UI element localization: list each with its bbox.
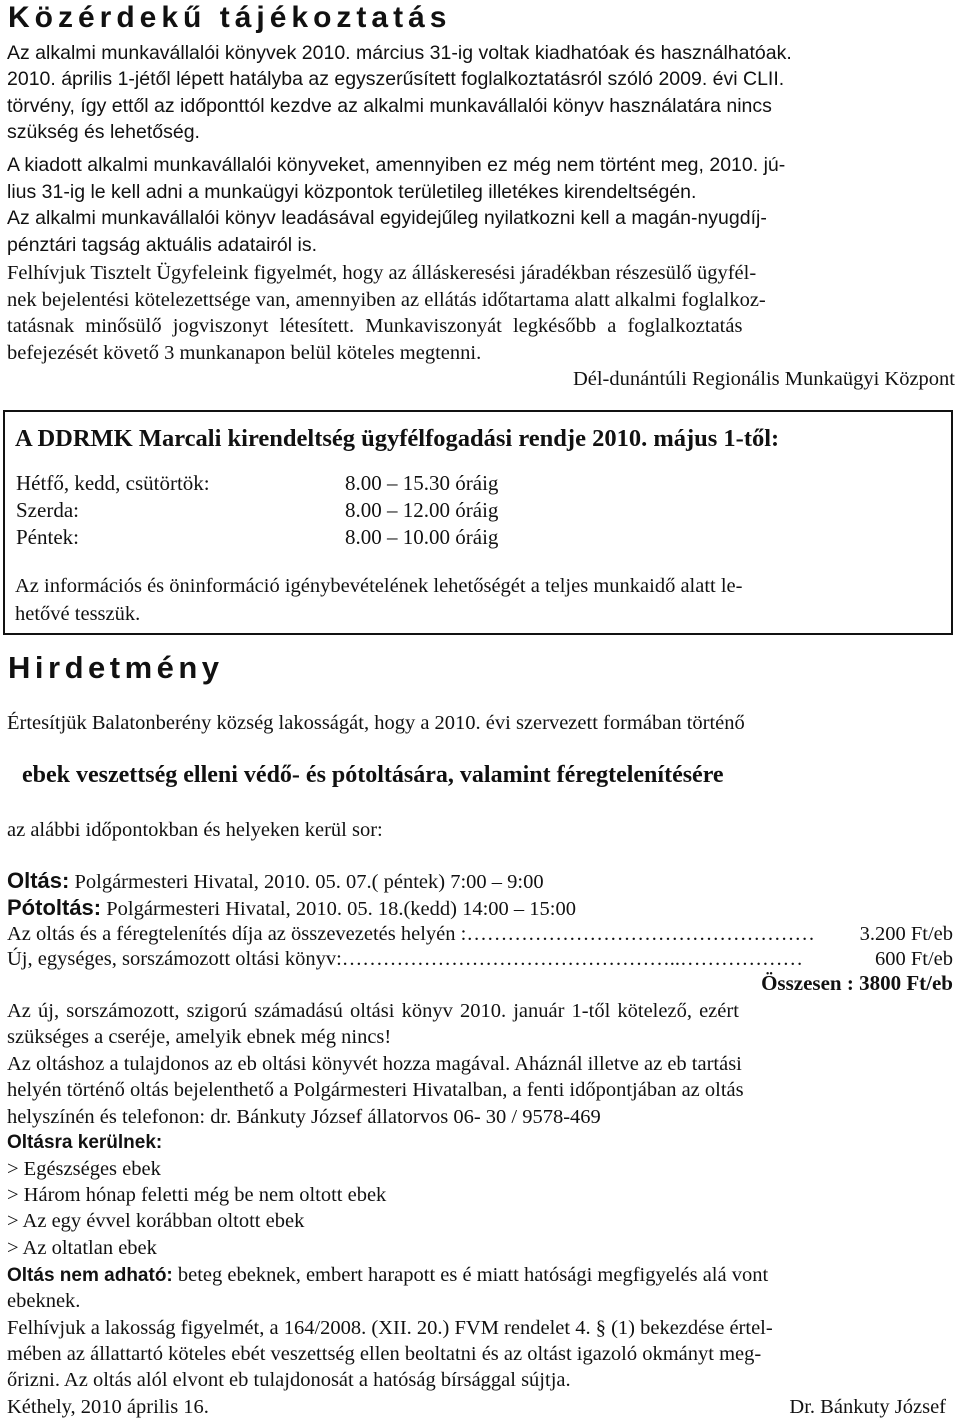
- booklet-note-line2: szükséges a cseréje, amelyik ebnek még nincs!: [7, 1026, 392, 1048]
- fee-total: Összesen : 3800 Ft/eb: [761, 971, 953, 995]
- info-p2-line2: lius 31-ig le kell adni a munkaügyi központok területileg illetékes kirendeltségén.: [7, 181, 697, 203]
- revaccination-details: Polgármesteri Hivatal, 2010. 05. 18.(kedd) 14:00 – 15:00: [101, 898, 576, 920]
- schedule-day: Hétfő, kedd, csütörtök:: [16, 471, 210, 495]
- info-p4-line1: Felhívjuk Tisztelt Ügyfeleink figyelmét, hogy az álláskeresési járadékban részesülő ügyfél-: [7, 262, 757, 284]
- office-hours-box: [3, 410, 953, 635]
- info-p4-line2: nek bejelentési kötelezettsége van, amennyiben az ellátás időtartama alatt alkalmi foglalkoz-: [7, 289, 766, 311]
- info-p1-line2: 2010. április 1-jétől lépett hatályba az egyszerűsített foglalkoztatásról szóló 2009. évi CLII.: [7, 68, 785, 90]
- fee-amount: 3.200 Ft/eb: [859, 923, 953, 945]
- info-p2-line1: A kiadott alkalmi munkavállalói könyveket, amennyiben ez még nem történt meg, 2010. jú-: [7, 154, 786, 176]
- fee-label: Az oltás és a féregtelenítés díja az összevezetés helyén :: [7, 923, 467, 945]
- place-date: Kéthely, 2010 április 16.: [7, 1396, 209, 1418]
- info-signature: Dél-dunántúli Regionális Munkaügyi Központ: [572, 368, 955, 390]
- fee-dots: ……………………………………………: [466, 923, 815, 945]
- eligible-list-item: > Egészséges ebek: [7, 1158, 161, 1180]
- fee-amount: 600 Ft/eb: [874, 948, 953, 970]
- notice-intro: Értesítjük Balatonberény község lakosságát, hogy a 2010. évi szervezett formában történő: [7, 712, 745, 734]
- vaccination-details: Polgármesteri Hivatal, 2010. 05. 07.( péntek) 7:00 – 9:00: [69, 871, 544, 893]
- not-allowed-label: Oltás nem adható:: [7, 1265, 173, 1286]
- info-p1-line4: szükség és lehetőség.: [7, 121, 200, 143]
- schedule-day: Szerda:: [16, 498, 79, 522]
- info-p1-line1: Az alkalmi munkavállalói könyvek 2010. március 31-ig voltak kiadhatóak és használhatóak.: [7, 42, 792, 64]
- info-p4-line3: tatásnak minősülő jogviszonyt létesített. Munkaviszonyát legkésőbb a foglalkoztatás: [7, 315, 743, 337]
- not-allowed-line2: ebeknek.: [7, 1290, 81, 1312]
- revaccination-date-line: [7, 895, 576, 922]
- office-hours-note-line1: Az információs és öninformáció igénybevételének lehetőségét a teljes munkaidő alatt le-: [15, 575, 743, 597]
- section-title-public-info: Közérdekű tájékoztatás: [8, 1, 452, 34]
- fee-dots: …………………………………………..………………: [341, 948, 804, 970]
- vaccination-label: Oltás:: [7, 868, 70, 893]
- eligible-list-item: > Az egy évvel korábban oltott ebek: [7, 1210, 305, 1232]
- not-allowed-text: beteg ebeknek, embert harapott es é miatt hatósági megfigyelés alá vont: [172, 1264, 769, 1286]
- schedule-time: 8.00 – 15.30 óráig: [345, 471, 499, 495]
- notice-headline: ebek veszettség elleni védő- és pótoltására, valamint féregtelenítésére: [22, 762, 724, 788]
- schedule-time: 8.00 – 10.00 óráig: [345, 525, 499, 549]
- eligible-list-title: Oltásra kerülnek:: [7, 1132, 163, 1153]
- notice-subline: az alábbi időpontokban és helyeken kerül sor:: [7, 819, 383, 841]
- eligible-list-item: > Három hónap feletti még be nem oltott ebek: [7, 1184, 387, 1206]
- bring-note-line1: Az oltáshoz a tulajdonos az eb oltási könyvét hozza magával. Aháznál illetve az eb tartási: [7, 1053, 742, 1075]
- bring-note-line3: helyszínén és telefonon: dr. Bánkuty József állatorvos 06- 30 / 9578-469: [7, 1106, 601, 1128]
- booklet-note-line1: Az új, sorszámozott, szigorú számadású oltási könyv 2010. január 1-től kötelező, ezért: [7, 1000, 739, 1022]
- not-allowed-line1: [7, 1262, 768, 1289]
- fee-row-booklet: [7, 946, 953, 972]
- law-note-line1: Felhívjuk a lakosság figyelmét, a 164/2008. (XII. 20.) FVM rendelet 4. § (1) bekezdése értel-: [7, 1317, 773, 1339]
- fee-row-vaccination: [7, 921, 953, 947]
- schedule-time: 8.00 – 12.00 óráig: [345, 498, 499, 522]
- law-note-line2: mében az állattartó köteles ebét veszettség ellen beoltatni és az oltást igazoló okmányt meg-: [7, 1343, 762, 1365]
- info-p3-line1: Az alkalmi munkavállalói könyv leadásával egyidejűleg nyilatkozni kell a magán-nyugdíj-: [7, 207, 767, 229]
- vaccination-date-line: [7, 868, 544, 895]
- fee-label: Új, egységes, sorszámozott oltási könyv:: [7, 948, 342, 970]
- info-p4-line4: befejezését követő 3 munkanapon belül köteles megtenni.: [7, 342, 482, 364]
- office-hours-note-line2: hetővé tesszük.: [15, 603, 141, 625]
- eligible-list-item: > Az oltatlan ebek: [7, 1237, 157, 1259]
- section-title-notice: Hirdetmény: [8, 650, 224, 685]
- info-p1-line3: törvény, így ettől az időponttól kezdve az alkalmi munkavállalói könyv használatára nincs: [7, 95, 772, 117]
- law-note-line3: őrizni. Az oltás alól elvont eb tulajdonosát a hatóság bírsággal sújtja.: [7, 1369, 571, 1391]
- office-hours-title: A DDRMK Marcali kirendeltség ügyfélfogadási rendje 2010. május 1-től:: [15, 425, 780, 452]
- info-p3-line2: pénztári tagság aktuális adatairól is.: [7, 234, 318, 256]
- revaccination-label: Pótoltás:: [7, 895, 102, 920]
- signer-name: Dr. Bánkuty József: [789, 1396, 946, 1418]
- schedule-day: Péntek:: [16, 525, 79, 549]
- bring-note-line2: helyén történő oltás bejelenthető a Polgármesteri Hivatalban, a fenti időpontjában az oltás: [7, 1079, 744, 1101]
- office-hours-note: [15, 572, 943, 628]
